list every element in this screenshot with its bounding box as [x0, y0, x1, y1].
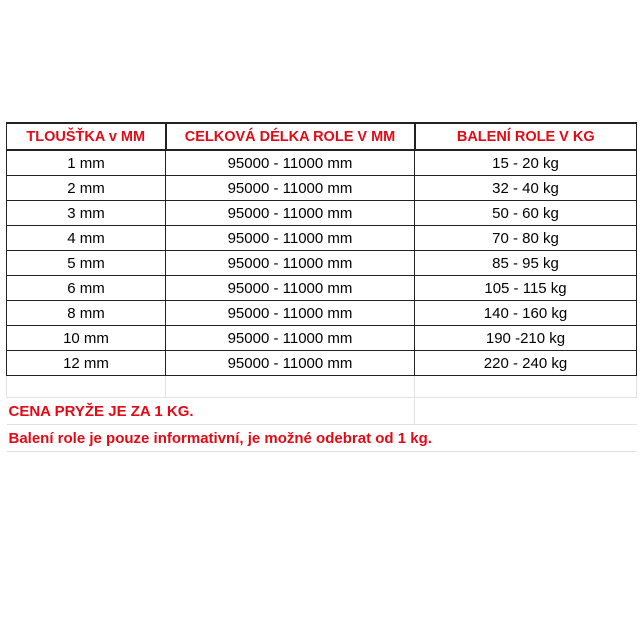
header-thickness[interactable]: TLOUŠŤKA v MM: [7, 123, 166, 150]
price-note-row: [7, 398, 637, 425]
empty-cell[interactable]: [415, 398, 637, 425]
table-row: [7, 176, 637, 201]
empty-cell[interactable]: [7, 376, 166, 398]
cell-length[interactable]: 95000 - 11000 mm: [166, 150, 415, 176]
cell-length[interactable]: 95000 - 11000 mm: [166, 226, 415, 251]
cell-length[interactable]: 95000 - 11000 mm: [166, 351, 415, 376]
cell-weight[interactable]: 50 - 60 kg: [415, 201, 637, 226]
header-roll-weight[interactable]: BALENÍ ROLE V KG: [415, 123, 637, 150]
empty-cell[interactable]: [415, 376, 637, 398]
cell-length[interactable]: 95000 - 11000 mm: [166, 201, 415, 226]
empty-cell[interactable]: [166, 376, 415, 398]
cell-weight[interactable]: 140 - 160 kg: [415, 301, 637, 326]
cell-weight[interactable]: 220 - 240 kg: [415, 351, 637, 376]
cell-length[interactable]: 95000 - 11000 mm: [166, 176, 415, 201]
packaging-note-row: [7, 425, 637, 452]
table-row: [7, 301, 637, 326]
table-row: [7, 201, 637, 226]
cell-thickness[interactable]: 8 mm: [7, 301, 166, 326]
product-table: [6, 122, 637, 452]
spreadsheet: [6, 122, 636, 452]
cell-thickness[interactable]: 2 mm: [7, 176, 166, 201]
cell-weight[interactable]: 190 -210 kg: [415, 326, 637, 351]
cell-thickness[interactable]: 5 mm: [7, 251, 166, 276]
header-total-length[interactable]: CELKOVÁ DÉLKA ROLE V MM: [166, 123, 415, 150]
packaging-note[interactable]: Balení role je pouze informativní, je možné odebrat od 1 kg.: [7, 425, 637, 452]
table-row: [7, 276, 637, 301]
header-row: [7, 123, 637, 150]
cell-length[interactable]: 95000 - 11000 mm: [166, 251, 415, 276]
cell-weight[interactable]: 15 - 20 kg: [415, 150, 637, 176]
cell-thickness[interactable]: 1 mm: [7, 150, 166, 176]
price-note[interactable]: CENA PRYŽE JE ZA 1 KG.: [7, 398, 415, 425]
cell-weight[interactable]: 105 - 115 kg: [415, 276, 637, 301]
cell-length[interactable]: 95000 - 11000 mm: [166, 276, 415, 301]
cell-thickness[interactable]: 12 mm: [7, 351, 166, 376]
cell-thickness[interactable]: 3 mm: [7, 201, 166, 226]
table-row: [7, 326, 637, 351]
table-body: [7, 123, 637, 452]
cell-thickness[interactable]: 10 mm: [7, 326, 166, 351]
cell-weight[interactable]: 32 - 40 kg: [415, 176, 637, 201]
cell-length[interactable]: 95000 - 11000 mm: [166, 326, 415, 351]
cell-thickness[interactable]: 6 mm: [7, 276, 166, 301]
table-row: [7, 150, 637, 176]
table-row: [7, 251, 637, 276]
cell-thickness[interactable]: 4 mm: [7, 226, 166, 251]
table-row: [7, 226, 637, 251]
cell-weight[interactable]: 70 - 80 kg: [415, 226, 637, 251]
cell-length[interactable]: 95000 - 11000 mm: [166, 301, 415, 326]
empty-row: [7, 376, 637, 398]
table-row: [7, 351, 637, 376]
cell-weight[interactable]: 85 - 95 kg: [415, 251, 637, 276]
